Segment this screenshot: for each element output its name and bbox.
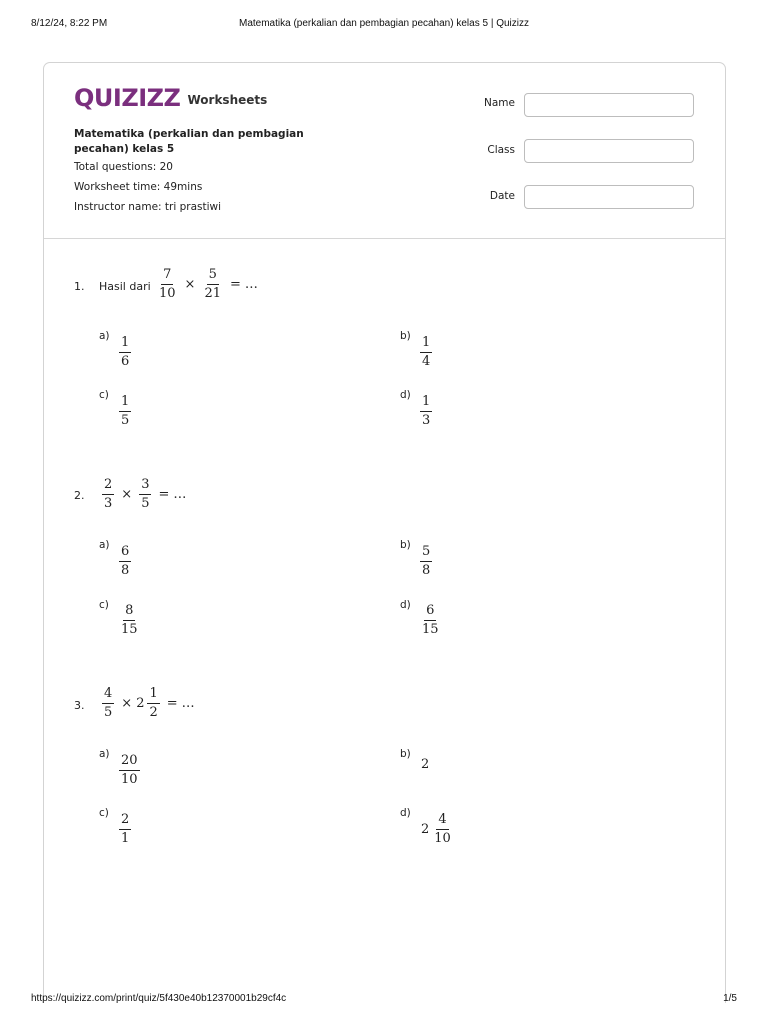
option-d[interactable]: $\frac{6}{15}$ xyxy=(422,603,439,637)
question-expression: $\frac{2}{3}$ × $\frac{3}{5}$ = … xyxy=(104,477,187,511)
print-page-number: 1/5 xyxy=(723,993,737,1004)
option-b[interactable]: $\frac{1}{4}$ xyxy=(422,335,431,369)
logo-wordmark: QUIZIZZ xyxy=(74,84,181,112)
option-d[interactable]: 2 $\frac{4}{10}$ xyxy=(421,812,451,846)
option-c[interactable]: $\frac{2}{1}$ xyxy=(121,812,130,846)
worksheet-card xyxy=(43,62,726,1003)
logo-subtitle: Worksheets xyxy=(187,93,268,107)
name-label: Name xyxy=(484,97,515,109)
fraction: $\frac{3}{5}$ xyxy=(141,477,150,511)
option-a[interactable]: $\frac{20}{10}$ xyxy=(121,753,138,787)
instructor-name: Instructor name: tri prastiwi xyxy=(74,201,222,213)
fraction: $\frac{4}{5}$ xyxy=(104,686,113,720)
total-questions: Total questions: 20 xyxy=(74,161,173,173)
fraction: $\frac{7}{10}$ xyxy=(159,267,176,301)
name-field[interactable] xyxy=(524,93,694,117)
fraction: $\frac{2}{3}$ xyxy=(104,477,113,511)
fraction: $\frac{5}{21}$ xyxy=(204,267,221,301)
class-label: Class xyxy=(487,144,515,156)
question-expression: $\frac{7}{10}$ × $\frac{5}{21}$ = … xyxy=(159,267,258,301)
print-datetime: 8/12/24, 8:22 PM xyxy=(31,18,108,29)
option-label: c) xyxy=(99,599,109,611)
date-field[interactable] xyxy=(524,185,694,209)
print-url: https://quizizz.com/print/quiz/5f430e40b12370001b29cf4c xyxy=(31,993,287,1004)
question-text: Hasil dari xyxy=(99,280,151,293)
option-label: a) xyxy=(99,748,110,760)
option-label: a) xyxy=(99,539,110,551)
print-header xyxy=(0,18,768,32)
option-label: b) xyxy=(400,330,411,342)
option-a[interactable]: $\frac{1}{6}$ xyxy=(121,335,130,369)
fraction: $\frac{1}{2}$ xyxy=(149,686,158,720)
option-label: a) xyxy=(99,330,110,342)
option-a[interactable]: $\frac{6}{8}$ xyxy=(121,544,130,578)
option-label: d) xyxy=(400,599,411,611)
date-label: Date xyxy=(489,190,515,202)
option-b[interactable]: 2 xyxy=(421,757,430,772)
worksheet-time: Worksheet time: 49mins xyxy=(74,181,203,193)
worksheet-title: Matematika (perkalian dan pembagian pecahan) kelas 5 xyxy=(74,128,304,155)
option-label: b) xyxy=(400,539,411,551)
option-label: d) xyxy=(400,807,411,819)
option-label: b) xyxy=(400,748,411,760)
option-c[interactable]: $\frac{8}{15}$ xyxy=(121,603,138,637)
class-field[interactable] xyxy=(524,139,694,163)
print-page-title: Matematika (perkalian dan pembagian pecahan) kelas 5 | Quizizz xyxy=(239,18,529,29)
option-label: c) xyxy=(99,807,109,819)
option-b[interactable]: $\frac{5}{8}$ xyxy=(422,544,431,578)
quizizz-logo xyxy=(74,85,267,111)
option-d[interactable]: $\frac{1}{3}$ xyxy=(422,394,431,428)
question-number: 1. xyxy=(74,280,85,293)
print-footer xyxy=(0,993,768,1007)
option-label: c) xyxy=(99,389,109,401)
question-number: 2. xyxy=(74,489,85,502)
question-number: 3. xyxy=(74,699,85,712)
option-c[interactable]: $\frac{1}{5}$ xyxy=(121,394,130,428)
question-expression: $\frac{4}{5}$ × 2 $\frac{1}{2}$ = … xyxy=(104,686,195,720)
option-label: d) xyxy=(400,389,411,401)
worksheet-header xyxy=(44,63,725,239)
